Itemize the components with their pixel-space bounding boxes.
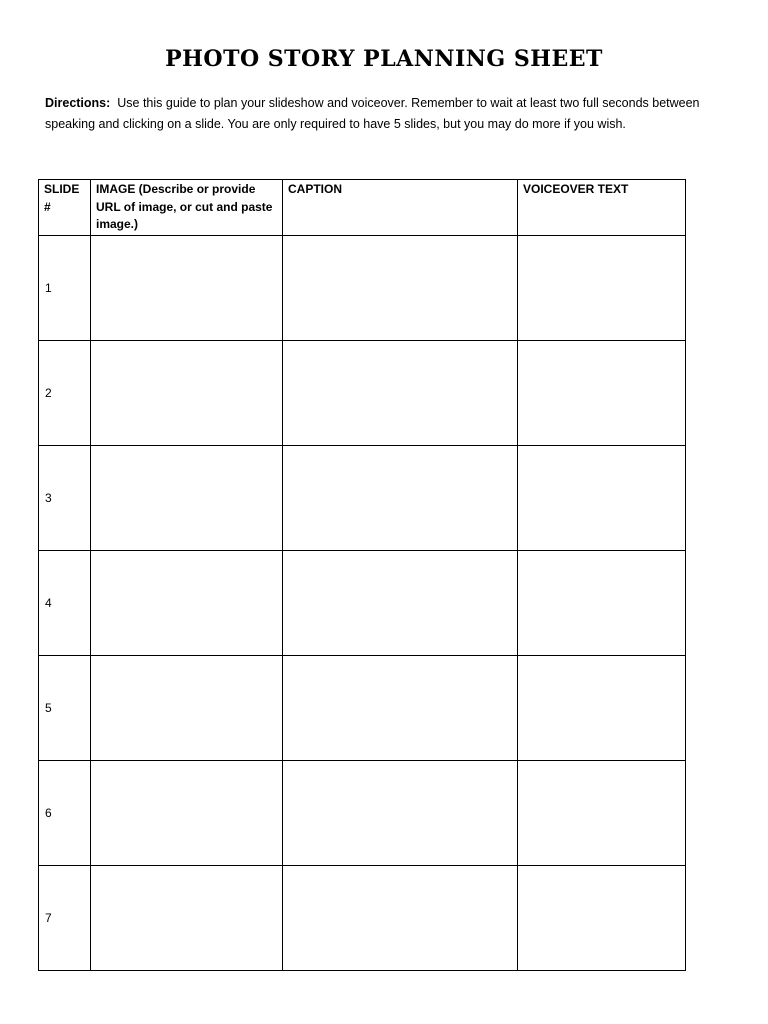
slide-number-cell: 5 bbox=[39, 655, 91, 760]
caption-cell[interactable] bbox=[283, 760, 518, 865]
caption-cell[interactable] bbox=[283, 445, 518, 550]
caption-cell[interactable] bbox=[283, 235, 518, 340]
voiceover-cell[interactable] bbox=[518, 235, 686, 340]
slide-number-cell: 3 bbox=[39, 445, 91, 550]
image-cell[interactable] bbox=[91, 760, 283, 865]
page-title: PHOTO STORY PLANNING SHEET bbox=[165, 46, 603, 72]
image-cell[interactable] bbox=[91, 445, 283, 550]
directions-label: Directions: bbox=[45, 96, 111, 110]
planning-table bbox=[38, 179, 686, 971]
header-slide-line1: SLIDE bbox=[44, 182, 80, 196]
voiceover-cell[interactable] bbox=[518, 655, 686, 760]
slide-number-cell: 2 bbox=[39, 340, 91, 445]
caption-cell[interactable] bbox=[283, 865, 518, 970]
image-cell[interactable] bbox=[91, 550, 283, 655]
table-row bbox=[39, 445, 686, 550]
slide-number-cell: 1 bbox=[39, 235, 91, 340]
voiceover-cell[interactable] bbox=[518, 550, 686, 655]
header-voiceover-text: VOICEOVER TEXT bbox=[518, 180, 686, 236]
table-row bbox=[39, 760, 686, 865]
table-row bbox=[39, 235, 686, 340]
table-header-row bbox=[39, 180, 686, 236]
caption-cell[interactable] bbox=[283, 655, 518, 760]
image-cell[interactable] bbox=[91, 655, 283, 760]
slide-number-cell: 4 bbox=[39, 550, 91, 655]
caption-cell[interactable] bbox=[283, 550, 518, 655]
voiceover-cell[interactable] bbox=[518, 865, 686, 970]
table-row bbox=[39, 340, 686, 445]
directions-paragraph bbox=[45, 93, 745, 135]
image-cell[interactable] bbox=[91, 235, 283, 340]
image-cell[interactable] bbox=[91, 865, 283, 970]
header-slide-number bbox=[39, 180, 91, 236]
voiceover-cell[interactable] bbox=[518, 760, 686, 865]
header-caption: CAPTION bbox=[283, 180, 518, 236]
slide-number-cell: 7 bbox=[39, 865, 91, 970]
header-slide-line2: # bbox=[44, 199, 51, 214]
header-image: IMAGE (Describe or provide URL of image, or cut and paste image.) bbox=[91, 180, 283, 236]
caption-cell[interactable] bbox=[283, 340, 518, 445]
slide-number-cell: 6 bbox=[39, 760, 91, 865]
directions-text: Use this guide to plan your slideshow and voiceover. Remember to wait at least two full seconds between speaking and clicking on a slide. You are only required to have 5 slides, but you may do more if you wish. bbox=[45, 96, 700, 131]
voiceover-cell[interactable] bbox=[518, 445, 686, 550]
table-row bbox=[39, 655, 686, 760]
voiceover-cell[interactable] bbox=[518, 340, 686, 445]
table-row bbox=[39, 550, 686, 655]
table-row bbox=[39, 865, 686, 970]
image-cell[interactable] bbox=[91, 340, 283, 445]
